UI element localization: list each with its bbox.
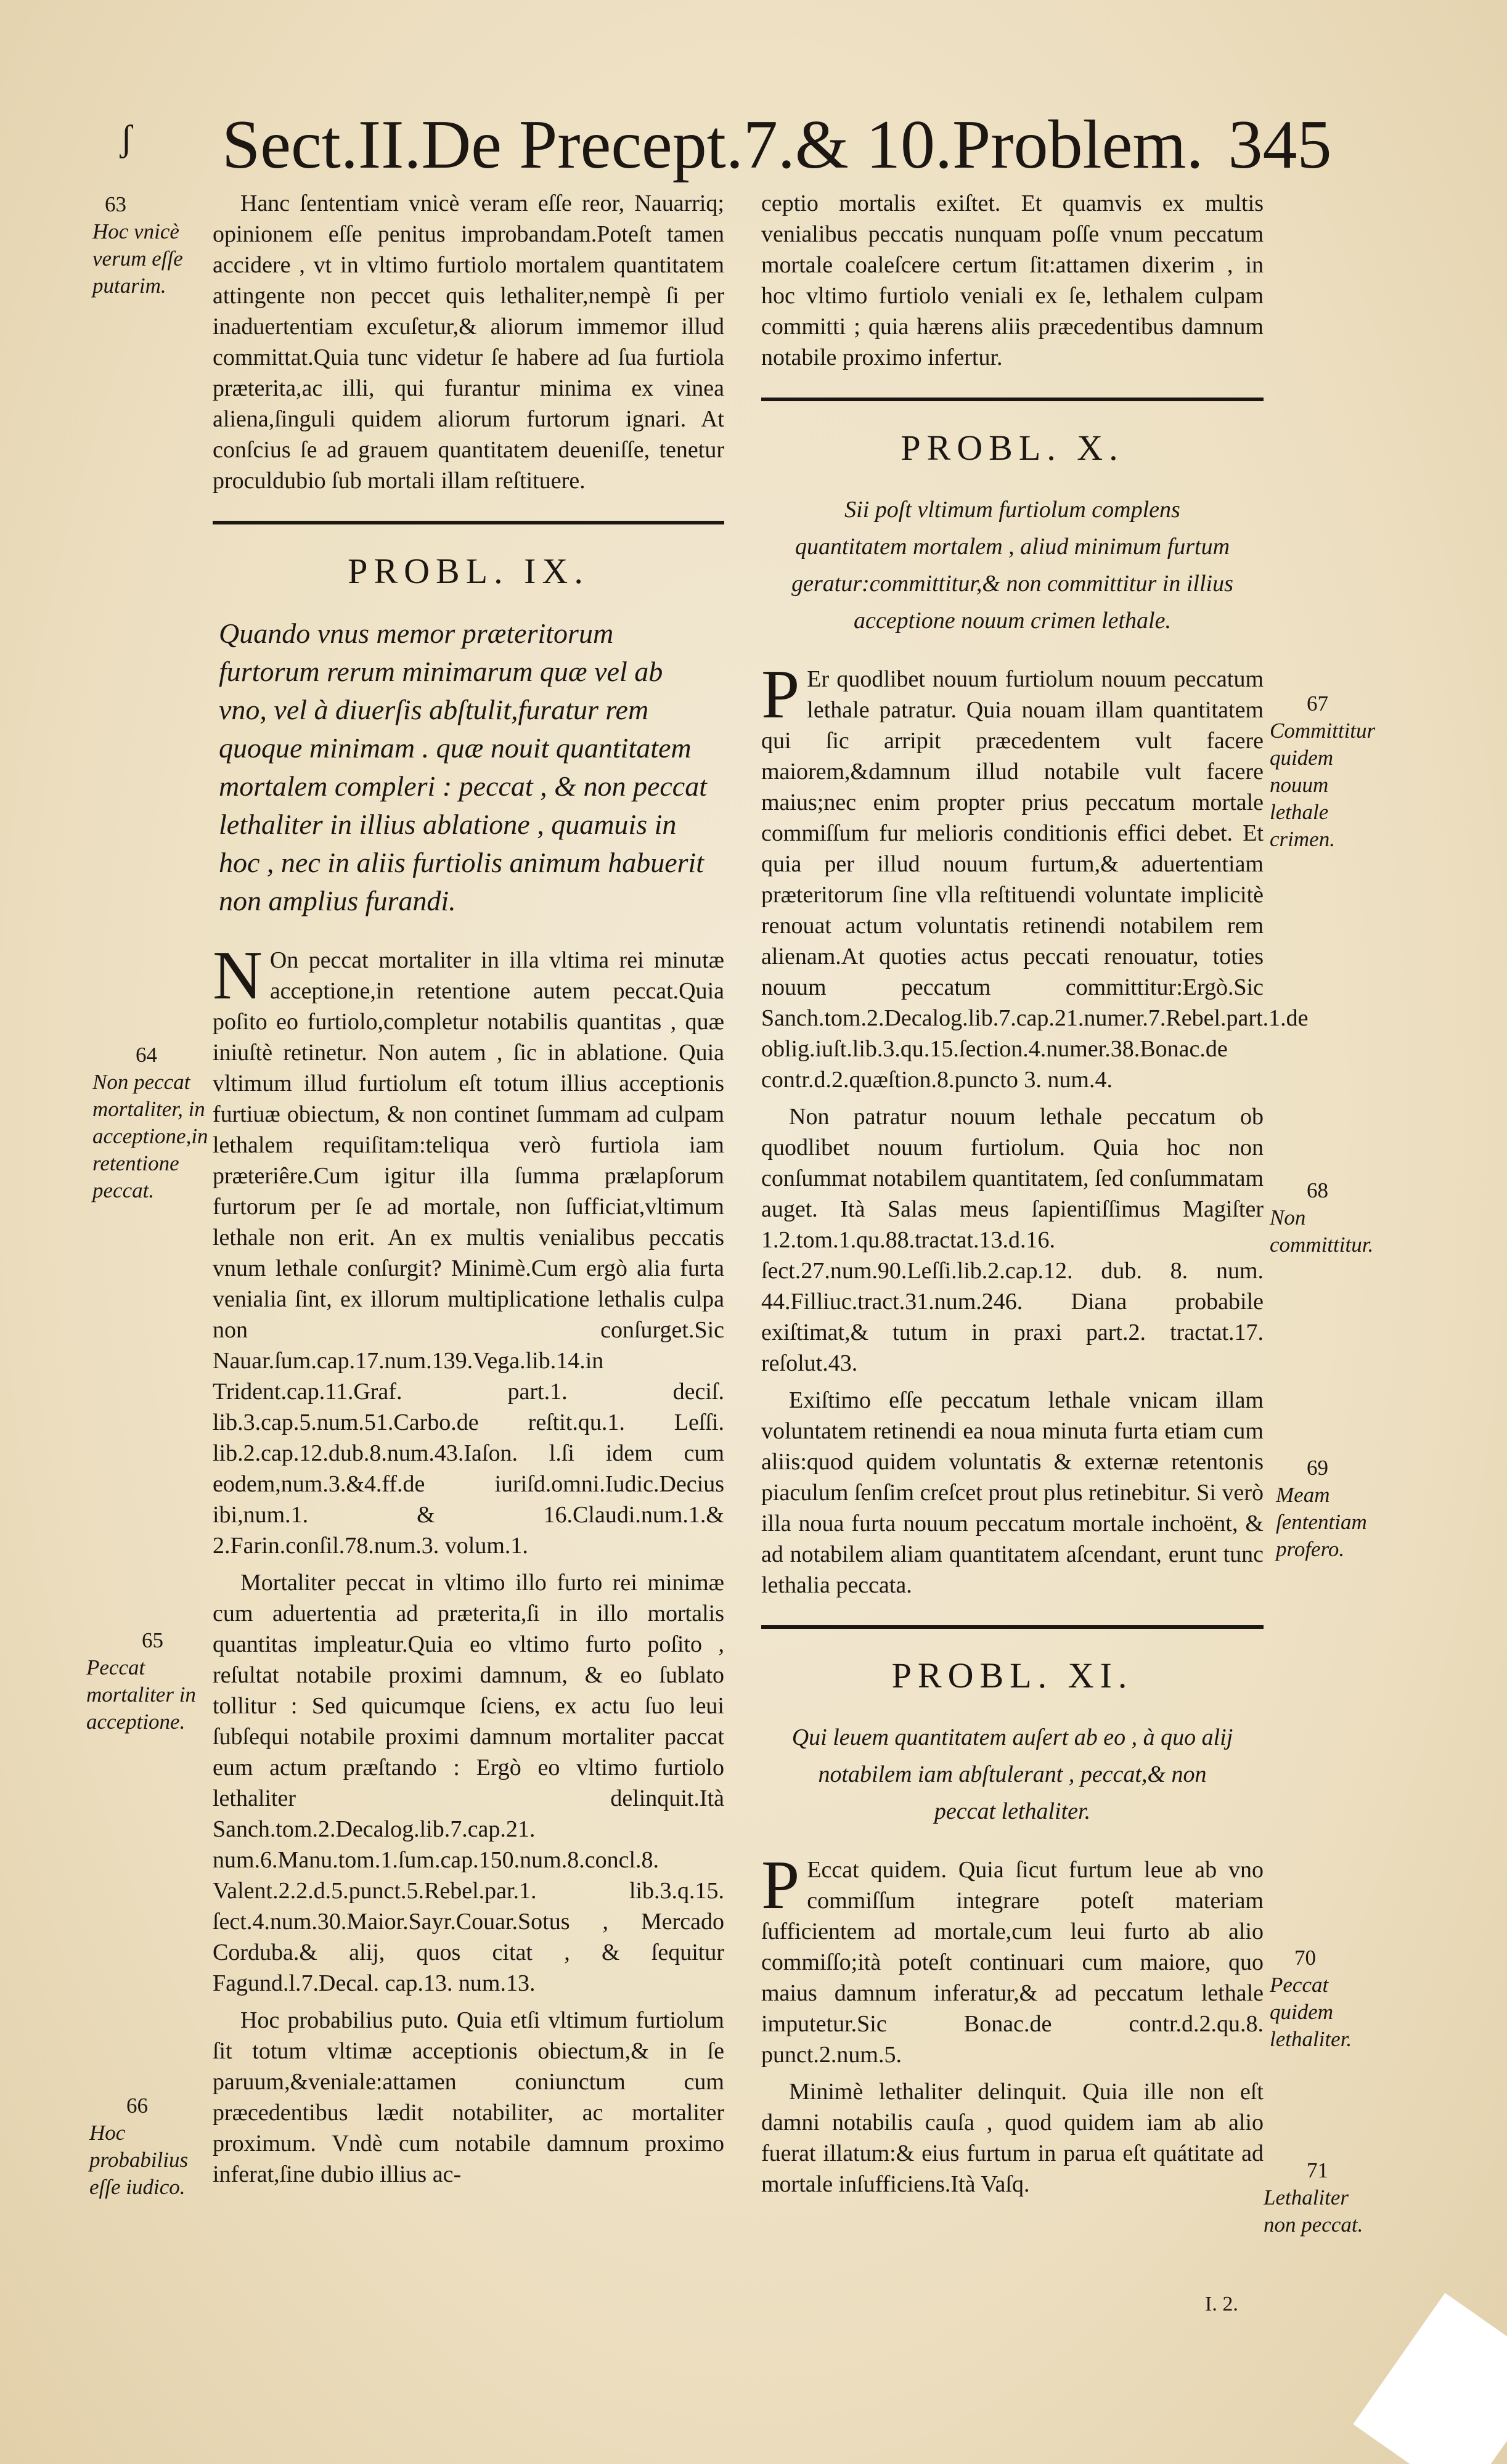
problem-10-question: Sii poſt vltimum furtiolum complens quantitatem mortalem , aliud minimum furtum geratur:committitur,& non committitur in illius acceptione nouum crimen lethale. — [791, 497, 1233, 634]
paragraph-67 — [761, 656, 1309, 1095]
paragraph-continued: ceptio mortalis exiſtet. Et quamvis ex multis venialibus peccatis nunquam poſſe vnum peccatum mortale coaleſcere certum ſit:attamen dixerim , in hoc vltimo furtiolo veniali ex ſe, lethalem culpam committi ; quia hærens aliis præcedentibus damnum notabile proximo infertur. — [761, 190, 1264, 370]
margin-text: Committitur quidem nouum lethale crimen. — [1270, 719, 1376, 851]
paragraph-64-text: On peccat mortaliter in illa vltima rei minutæ acceptione,in retentione autem peccat.Quia poſito eo furtiolo,completur notabilis quantitas , quæ iniuſtè retinetur. Non autem , ſic in ablatione. Quia vltimum illud furtiolum eſt totum illius acceptionis furtiuæ obiectum, & non continet ſummam ad culpam lethalem requiſitam:teliqua verò furtiola iam præteriêre.Cum igitur illa ſumma prælapſorum furtorum per ſe ad mortale, non ſufficiat,vltimum lethale non erit. An ex multis venialibus peccatis vnum lethale conſurgit? Minimè.Cum ergò alia furta venialia ſint, ex illorum multiplicatione lethalis culpa non conſurget.Sic Nauar.ſum.cap.17.num.139.Vega.lib.14.in Trident.cap.11.Graf. part.1. deciſ. lib.3.cap.5.num.51.Carbo.de reſtit.qu.1. Leſſi. lib.2.cap.12.dub.8.num.43.Iaſon. l.ſi idem cum eodem,num.3.&4.ff.de iuriſd.omni.Iudic.Decius ibi,num.1. & 16.Claudi.num.1.& 2.Farin.conſil.78.num.3. volum.1. — [213, 947, 724, 1559]
pen-mark: ʃ — [120, 118, 133, 158]
margin-number: 66 — [126, 2094, 148, 2118]
margin-number: 65 — [142, 1628, 163, 1652]
problem-10-title: PROBL. X. — [901, 428, 1124, 468]
paragraph-69: Exiſtimo eſſe peccatum lethale vnicam illam voluntatem retinendi ea noua minuta furta etiam cum aliis:quod quidem voluntatis & externæ retentonis piaculum ſenſim creſcet prout plus retinebitur. Si verò illa noua furta nouum peccatum mortale inchoënt, & ad notabilem aliam quantitatem aſcendant, erunt tunc lethalia peccata. — [761, 1387, 1264, 1598]
margin-note-68 — [1270, 1177, 1387, 1259]
problem-9-question: Quando vnus memor præteritorum furtorum rerum minimarum quæ vel ab vno, vel à diuerſis abſtulit,furatur rem quoque minimam . quæ nouit quantitatem mortalem compleri : peccat , & non peccat lethaliter in illius ablatione , quamuis in hoc , nec in aliis furtiolis animum habuerit non amplius furandi. — [219, 618, 707, 916]
margin-text: Non committitur. — [1270, 1205, 1374, 1257]
paragraph-66: Hoc probabilius puto. Quia etſi vltimum furtiolum ſit totum vltimæ acceptionis obiectum,& in ſe paruum,&veniale:attamen coniunctum cum præcedentibus lædit notabiliter, ac mortaliter proximum. Vndè cum notabile damnum proximo inferat,ſine dubio illius ac- — [213, 2007, 724, 2187]
header-title: Sect.II.De Precept.7.& 10.Problem. — [222, 107, 1204, 183]
margin-number: 68 — [1307, 1178, 1328, 1202]
problem-11-title: PROBL. XI. — [891, 1655, 1133, 1695]
section-rule — [761, 398, 1264, 401]
margin-note-71 — [1264, 2157, 1381, 2238]
margin-text: Hoc vnicè verum eſſe putarim. — [92, 219, 183, 298]
page-number: 345 — [1228, 107, 1332, 183]
drop-cap: P — [761, 656, 800, 733]
paragraph-71: Minimè lethaliter delinquit. Quia ille non eſt damni notabilis cauſa , quod quidem iam ab alio fuerat illatum:& eius furtum in parua eſt quátitate ad mortale inſufficiens.Ità Vaſq. — [761, 2079, 1264, 2197]
margin-note-64 — [92, 1042, 210, 1204]
paragraph-63: Hanc ſententiam vnicè veram eſſe reor, Nauarriq; opinionem eſſe penitus improbandam.Poteſt tamen accidere , vt in vltimo furtiolo mortalem quantitatem attingente non peccet quis lethaliter,nempè ſi per inaduertentiam excuſetur,& aliorum immemor illud committat.Quia tunc videtur ſe habere ad ſua furtiola præterita,ac illi, qui furantur minima ex vinea aliena,ſinguli quidem aliorum furtorum ignari. At conſcius ſe ad grauem quantitatem deueniſſe, tenetur proculdubio ſub mortali illam reſtituere. — [213, 190, 724, 494]
margin-text: Meam ſententiam profero. — [1276, 1483, 1367, 1561]
drop-cap: P — [761, 1847, 800, 1923]
margin-number: 63 — [105, 192, 126, 216]
signature-mark: I. 2. — [1205, 2293, 1238, 2315]
margin-note-63 — [92, 191, 206, 300]
paragraph-68: Non patratur nouum lethale peccatum ob quodlibet nouum furtiolum. Quia hoc non conſummat notabilem quantitatem, ſed conſummatam auget. Ità Salas meus ſapientiſſimus Magiſter 1.2.tom.1.qu.88.tractat.13.d.16. ſect.27.num.90.Leſſi.lib.2.cap.12. dub. 8. num. 44.Filliuc.tract.31.num.246. Diana probabile exiſtimat,& tutum in praxi part.2. tractat.17. reſolut.43. — [761, 1104, 1264, 1376]
paragraph-67-text: Er quodlibet nouum furtiolum nouum peccatum lethale patratur. Quia nouam illam quantitatem qui ſic arripit præcedentem vult facere maiorem,&damnum illud notabile vult facere maius;nec enim propter prius peccatum mortale commiſſum fur melioris conditionis effici debet. Et quia per illud nouum furtum,& aduertentiam præteritorum ſine vlla reſtituendi voluntate implicitè renouat actum voluntatis retinendi notabilem rem alienam.At quoties actus peccati renouatur, toties nouum peccatum committitur:Ergò.Sic Sanch.tom.2.Decalog.lib.7.cap.21.numer.7.Rebel.part.1.de oblig.iuſt.lib.3.qu.15.ſection.4.numer.38.Bonac.de contr.d.2.quæſtion.8.puncto 3. num.4. — [761, 666, 1309, 1093]
margin-number: 67 — [1307, 691, 1328, 716]
drop-cap: N — [213, 937, 263, 1014]
margin-text: Peccat mortaliter in acceptione. — [86, 1655, 196, 1734]
margin-number: 64 — [136, 1043, 157, 1067]
section-rule — [213, 521, 724, 524]
left-column — [213, 188, 724, 2196]
section-rule — [761, 1625, 1264, 1629]
margin-number: 69 — [1307, 1456, 1328, 1480]
margin-note-67 — [1270, 690, 1387, 853]
paragraph-65: Mortaliter peccat in vltimo illo furto rei minimæ cum aduertentia ad præterita,ſi in illo mortalis quantitas impleatur.Quia eo vltimo furto poſito , reſultat notabile proximi damnum, & eo ſublato tollitur : Sed quicumque ſciens, ex actu ſuo leui ſubſequi notabile proximi damnum mortaliter paccat eum actum præſtando : Ergò eo vltimo furtiolo lethaliter delinquit.Ità Sanch.tom.2.Decalog.lib.7.cap.21. num.6.Manu.tom.1.ſum.cap.150.num.8.concl.8. Valent.2.2.d.5.punct.5.Rebel.par.1. lib.3.q.15. ſect.4.num.30.Maior.Sayr.Couar.Sotus , Mercado Corduba.& alij, quos citat , & ſequitur Fagund.l.7.Decal. cap.13. num.13. — [213, 1570, 724, 1996]
margin-note-70 — [1270, 1944, 1387, 2053]
paragraph-70 — [761, 1847, 1264, 2070]
torn-corner — [1353, 2293, 1507, 2464]
paragraph-64 — [213, 937, 724, 1561]
margin-text: Peccat quidem lethaliter. — [1270, 1973, 1352, 2051]
margin-text: Hoc probabilius eſſe iudico. — [89, 2121, 189, 2199]
running-header — [222, 105, 1332, 185]
margin-note-65 — [86, 1627, 203, 1736]
problem-11-question: Qui leuem quantitatem auſert ab eo , à quo alij notabilem iam abſtulerant , peccat,& non peccat lethaliter. — [791, 1724, 1233, 1824]
problem-9-title: PROBL. IX. — [348, 551, 589, 591]
margin-note-66 — [89, 2092, 206, 2201]
margin-number: 71 — [1307, 2158, 1328, 2182]
margin-text: Lethaliter non peccat. — [1264, 2185, 1363, 2237]
margin-number: 70 — [1294, 1946, 1316, 1970]
margin-note-69 — [1276, 1454, 1393, 1563]
margin-text: Non peccat mortaliter, in acceptione,in retentione peccat. — [92, 1070, 208, 1202]
paragraph-70-text: Eccat quidem. Quia ſicut furtum leue ab vno commiſſum integrare poteſt materiam ſufficientem ad mortale,cum leui furto ab alio commiſſo;ità poteſt continuari cum maiore, quo maius damnum inferatur,& ad peccatum lethale imputetur.Sic Bonac.de contr.d.2.qu.8. punct.2.num.5. — [761, 1857, 1264, 2068]
